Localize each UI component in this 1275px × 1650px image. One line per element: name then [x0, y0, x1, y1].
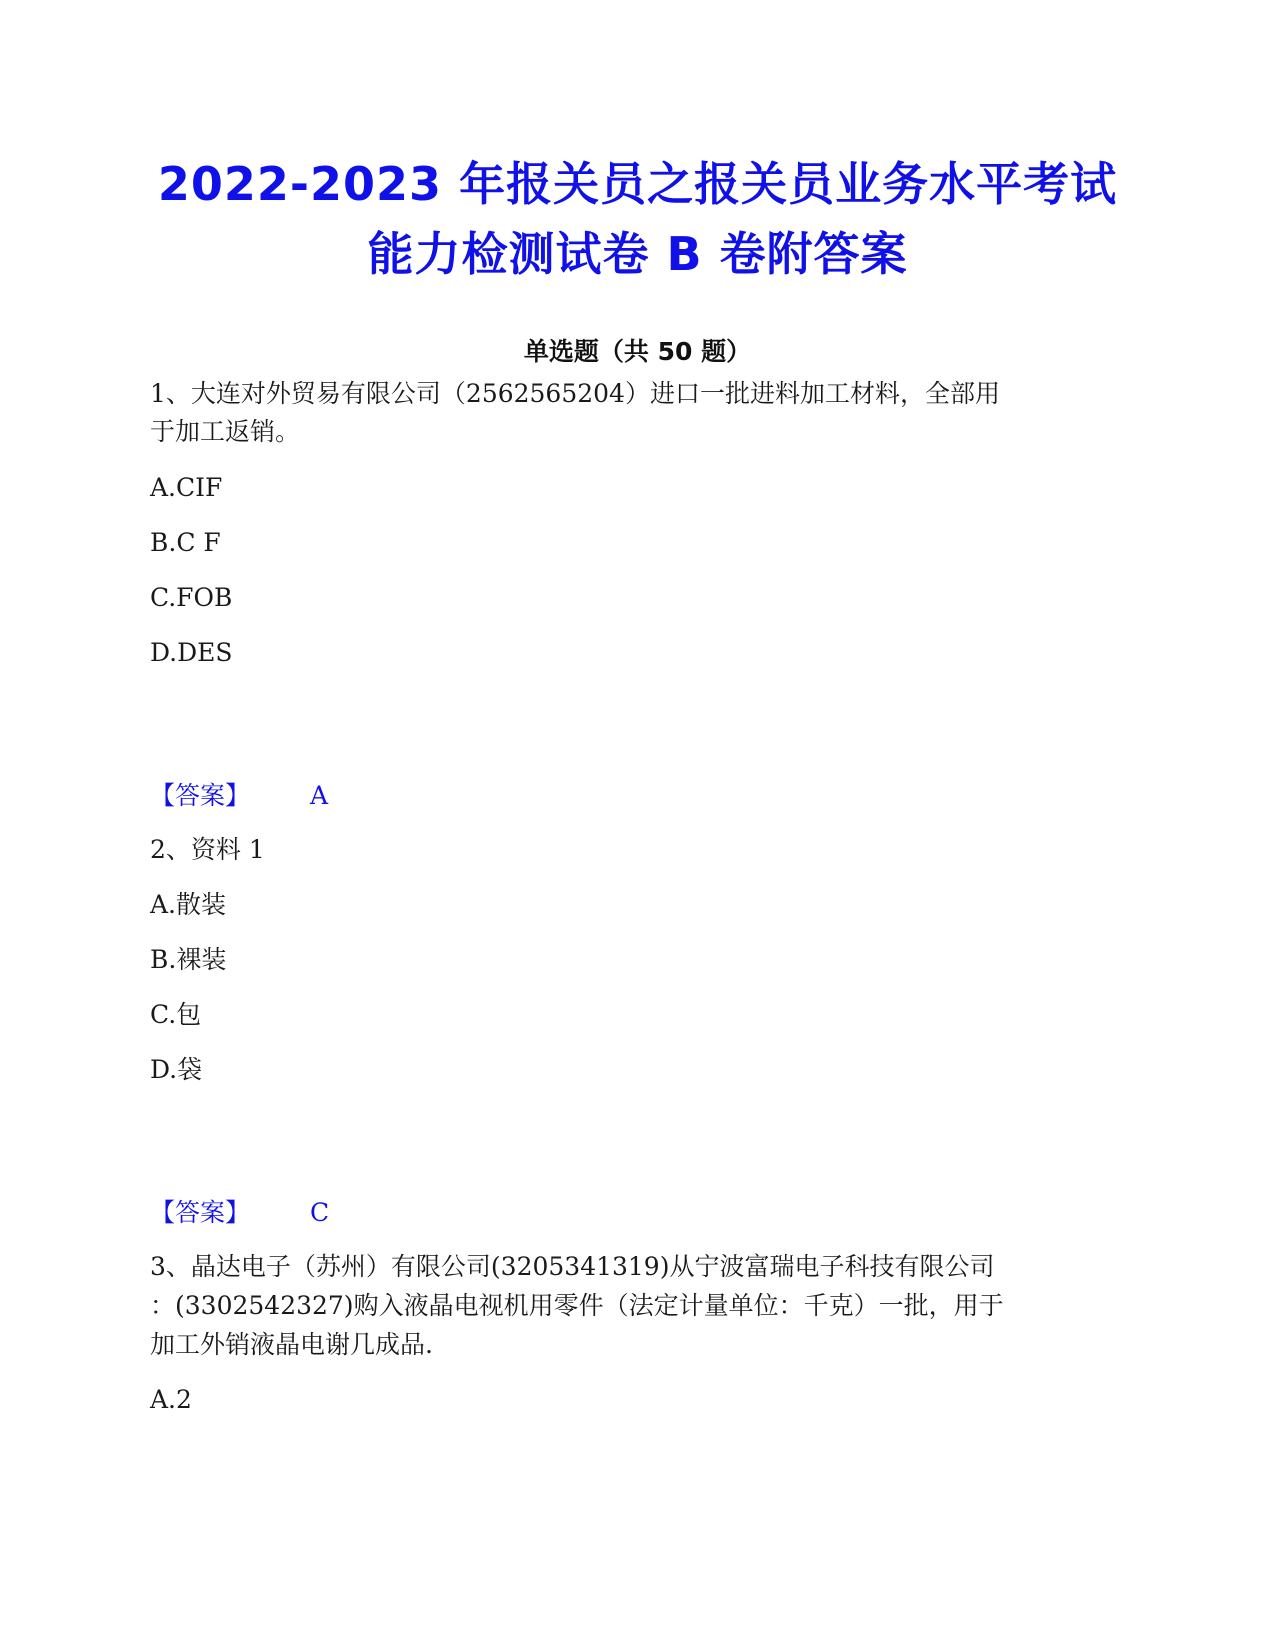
question-stem-line: 2、资料 1 [150, 835, 265, 864]
question-stem-line: 于加工返销。 [150, 417, 301, 446]
option-c: C.包 [150, 1000, 202, 1029]
answer-value: C [310, 1198, 330, 1227]
question-stem-line: ：(3302542327)购入液晶电视机用零件（法定计量单位：千克）一批，用于 [150, 1291, 1004, 1320]
title-line-2: 能力检测试卷 B 卷附答案 [367, 227, 908, 281]
answer-label: 【答案】 [150, 1198, 251, 1227]
question-stem-line: 1、大连对外贸易有限公司（2562565204）进口一批进料加工材料，全部用 [150, 379, 1000, 408]
option-d: D.DES [150, 638, 233, 667]
answer-label: 【答案】 [150, 781, 251, 810]
option-b: B.裸装 [150, 945, 227, 974]
question-stem-line: 3、晶达电子（苏州）有限公司(3205341319)从宁波富瑞电子科技有限公司 [150, 1252, 995, 1281]
section-heading: 单选题（共 50 题） [523, 337, 752, 366]
option-b: B.C F [150, 528, 221, 557]
title-line-1: 2022-2023 年报关员之报关员业务水平考试 [157, 157, 1118, 211]
option-d: D.袋 [150, 1055, 203, 1084]
question-stem-line: 加工外销液晶电谢几成品. [150, 1330, 433, 1359]
option-a: A.散装 [150, 890, 227, 919]
option-c: C.FOB [150, 583, 233, 612]
option-a: A.CIF [150, 473, 223, 502]
option-a: A.2 [150, 1385, 192, 1414]
answer-value: A [310, 781, 329, 810]
